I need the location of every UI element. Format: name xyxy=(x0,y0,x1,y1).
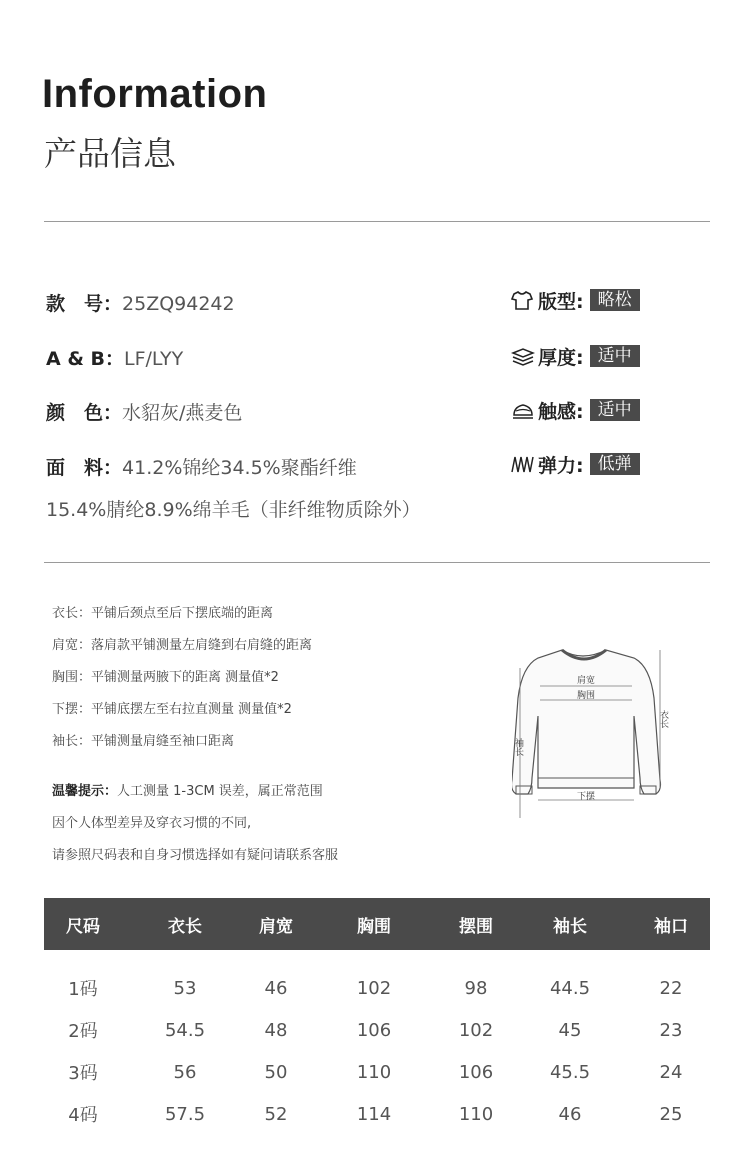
table-row xyxy=(44,1057,710,1087)
divider-middle xyxy=(44,562,710,563)
note-tip xyxy=(52,780,323,799)
note-chest: 胸围：平铺测量两腋下的距离 测量值*2 xyxy=(52,670,279,685)
note-tip-2: 因个人体型差异及穿衣习惯的不同, xyxy=(52,816,252,831)
info-value: 水貂灰/燕麦色 xyxy=(122,402,243,424)
hand-touch-icon xyxy=(510,399,536,421)
attr-value-tag: 适中 xyxy=(590,345,640,367)
size-table-header xyxy=(44,898,710,950)
table-cell: 102 xyxy=(356,977,392,999)
table-cell: 114 xyxy=(356,1103,392,1125)
title-chinese: 产品信息 xyxy=(44,134,176,173)
diagram-label-length: 衣长 xyxy=(658,710,668,728)
header-size: 尺码 xyxy=(66,916,100,937)
table-cell: 48 xyxy=(264,1019,288,1041)
table-cell: 2码 xyxy=(68,1021,98,1042)
info-value: LF/LYY xyxy=(124,348,184,370)
header-hem: 摆围 xyxy=(459,916,493,937)
table-cell: 98 xyxy=(464,977,488,999)
table-row xyxy=(44,1015,710,1045)
table-cell: 45.5 xyxy=(549,1061,591,1083)
table-cell: 50 xyxy=(264,1061,288,1083)
diagram-label-sleeve: 袖长 xyxy=(513,738,523,756)
table-cell: 52 xyxy=(264,1103,288,1125)
header-sleeve: 袖长 xyxy=(553,916,587,937)
attr-label: 厚度: xyxy=(538,346,584,369)
table-cell: 106 xyxy=(356,1019,392,1041)
info-color xyxy=(46,398,242,425)
divider-top xyxy=(44,221,710,222)
attr-touch xyxy=(510,398,640,422)
sweater-outline xyxy=(512,650,661,794)
attr-value-tag: 适中 xyxy=(590,399,640,421)
table-row xyxy=(44,1099,710,1129)
layers-icon xyxy=(510,345,536,367)
table-cell: 110 xyxy=(356,1061,392,1083)
attr-elasticity xyxy=(510,452,640,476)
attr-label: 弹力: xyxy=(538,454,584,477)
tshirt-icon xyxy=(510,289,536,311)
attr-value-tag: 略松 xyxy=(590,289,640,311)
attr-fit xyxy=(510,288,640,312)
note-length: 衣长：平铺后颈点至后下摆底端的距离 xyxy=(52,606,274,621)
table-cell: 22 xyxy=(659,977,683,999)
info-label: 面 料： xyxy=(46,457,123,479)
table-cell: 44.5 xyxy=(549,977,591,999)
tip-label: 温馨提示： xyxy=(52,784,118,799)
table-cell: 3码 xyxy=(68,1063,98,1084)
note-hem: 下摆：平铺底摆左至右拉直测量 测量值*2 xyxy=(52,702,292,717)
info-value: 41.2%锦纶34.5%聚酯纤维 xyxy=(122,457,357,479)
table-cell: 106 xyxy=(458,1061,494,1083)
elastic-icon xyxy=(510,453,536,475)
info-style-no xyxy=(46,289,235,316)
info-label: A & B： xyxy=(46,348,124,370)
info-ab xyxy=(46,344,183,371)
table-row xyxy=(44,973,710,1003)
diagram-label-shoulder: 肩宽 xyxy=(576,676,596,686)
tip-text: 人工测量 1-3CM 误差，属正常范围 xyxy=(117,784,323,799)
table-cell: 102 xyxy=(458,1019,494,1041)
info-fabric xyxy=(46,453,357,480)
info-value: 25ZQ94242 xyxy=(122,293,235,315)
table-cell: 110 xyxy=(458,1103,494,1125)
table-cell: 25 xyxy=(659,1103,683,1125)
table-cell: 53 xyxy=(173,977,197,999)
table-cell: 45 xyxy=(558,1019,582,1041)
table-cell: 56 xyxy=(173,1061,197,1083)
table-cell: 57.5 xyxy=(164,1103,206,1125)
attr-label: 版型: xyxy=(538,290,584,313)
table-cell: 1码 xyxy=(68,979,98,1000)
table-cell: 23 xyxy=(659,1019,683,1041)
sweater-diagram xyxy=(512,638,677,828)
table-cell: 46 xyxy=(264,977,288,999)
info-label: 款 号： xyxy=(46,293,123,315)
attr-label: 触感: xyxy=(538,400,584,423)
header-shoulder: 肩宽 xyxy=(259,916,293,937)
note-shoulder: 肩宽：落肩款平铺测量左肩缝到右肩缝的距离 xyxy=(52,638,313,653)
header-length: 衣长 xyxy=(168,916,202,937)
title-english: Information xyxy=(42,72,268,116)
header-chest: 胸围 xyxy=(357,916,391,937)
attr-thickness xyxy=(510,344,640,368)
info-fabric-continued: 15.4%腈纶8.9%绵羊毛（非纤维物质除外） xyxy=(46,499,421,521)
table-cell: 46 xyxy=(558,1103,582,1125)
diagram-label-hem: 下摆 xyxy=(576,792,596,802)
header-cuff: 袖口 xyxy=(654,916,688,937)
table-cell: 54.5 xyxy=(164,1019,206,1041)
note-sleeve: 袖长：平铺测量肩缝至袖口距离 xyxy=(52,734,235,749)
attr-value-tag: 低弹 xyxy=(590,453,640,475)
table-cell: 4码 xyxy=(68,1105,98,1126)
diagram-label-chest: 胸围 xyxy=(576,691,596,701)
info-label: 颜 色： xyxy=(46,402,123,424)
note-tip-3: 请参照尺码表和自身习惯选择如有疑问请联系客服 xyxy=(52,848,339,863)
table-cell: 24 xyxy=(659,1061,683,1083)
